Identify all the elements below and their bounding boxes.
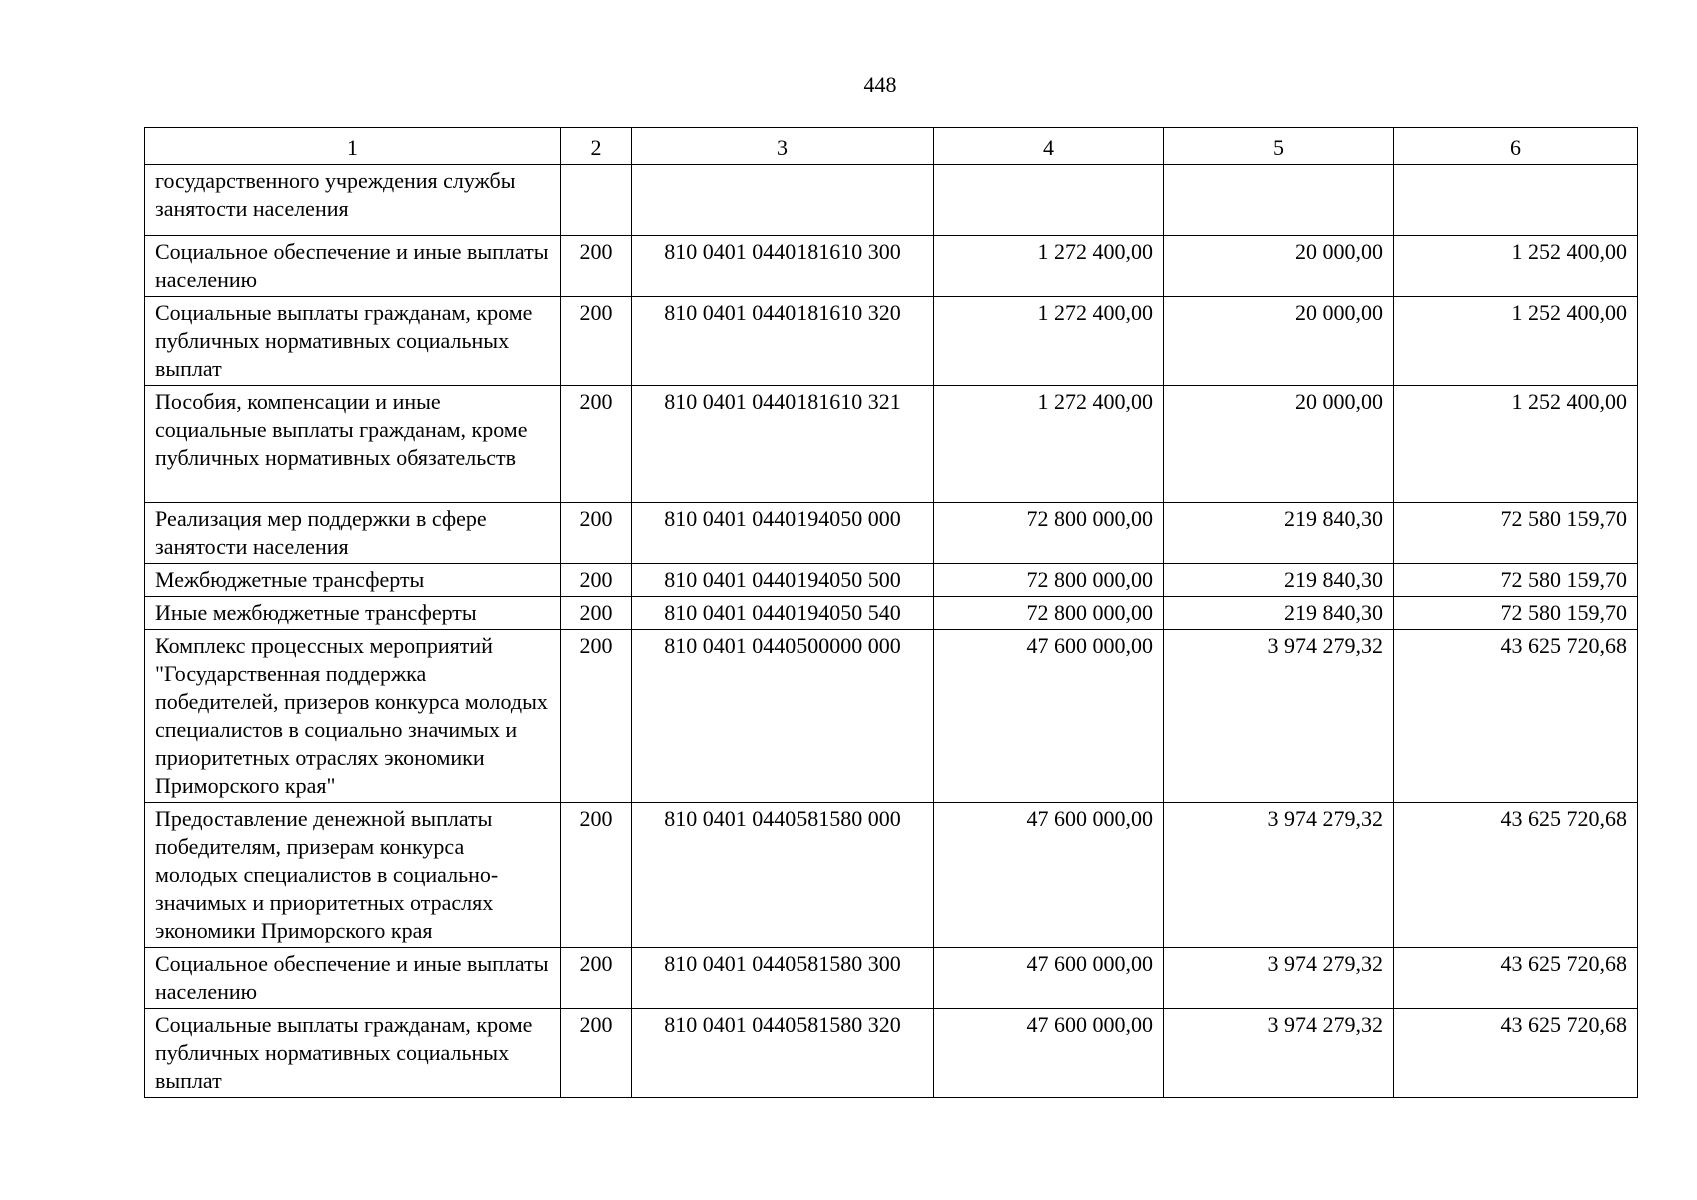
row-kbk-cell: 810 0401 0440194050 000 — [632, 503, 934, 564]
row-remaining-cell: 1 252 400,00 — [1394, 236, 1638, 297]
row-executed-cell: 3 974 279,32 — [1164, 630, 1394, 803]
page-number: 448 — [863, 72, 897, 97]
row-remaining-cell: 43 625 720,68 — [1394, 1009, 1638, 1098]
row-approved-cell: 47 600 000,00 — [934, 1009, 1164, 1098]
row-remaining-cell: 43 625 720,68 — [1394, 803, 1638, 948]
table-row — [145, 236, 1638, 297]
col-header-1: 1 — [145, 128, 561, 165]
table-row — [145, 564, 1638, 597]
table-row — [145, 297, 1638, 386]
row-kbk-cell: 810 0401 0440500000 000 — [632, 630, 934, 803]
row-name-cell: Социальные выплаты гражданам, кроме публичных нормативных социальных выплат — [145, 297, 561, 386]
table-row — [145, 597, 1638, 630]
row-name-cell: Иные межбюджетные трансферты — [145, 597, 561, 630]
row-code-cell: 200 — [561, 630, 632, 803]
row-executed-cell — [1164, 165, 1394, 236]
row-kbk-cell: 810 0401 0440194050 500 — [632, 564, 934, 597]
col-header-6: 6 — [1394, 128, 1638, 165]
row-approved-cell: 47 600 000,00 — [934, 630, 1164, 803]
row-code-cell: 200 — [561, 297, 632, 386]
row-name-cell: государственного учреждения службы занятости населения — [145, 165, 561, 236]
row-approved-cell: 47 600 000,00 — [934, 948, 1164, 1009]
row-remaining-cell: 1 252 400,00 — [1394, 297, 1638, 386]
row-code-cell: 200 — [561, 564, 632, 597]
row-executed-cell: 219 840,30 — [1164, 597, 1394, 630]
table-row — [145, 1009, 1638, 1098]
row-code-cell — [561, 165, 632, 236]
table-row — [145, 503, 1638, 564]
col-header-2: 2 — [561, 128, 632, 165]
row-executed-cell: 3 974 279,32 — [1164, 1009, 1394, 1098]
row-kbk-cell: 810 0401 0440194050 540 — [632, 597, 934, 630]
row-executed-cell: 219 840,30 — [1164, 503, 1394, 564]
row-approved-cell: 1 272 400,00 — [934, 386, 1164, 503]
row-code-cell: 200 — [561, 948, 632, 1009]
row-name-cell: Предоставление денежной выплаты победителям, призерам конкурса молодых специалистов в социально-значимых и приоритетных отраслях экономики Приморского края — [145, 803, 561, 948]
row-approved-cell: 1 272 400,00 — [934, 236, 1164, 297]
row-remaining-cell: 43 625 720,68 — [1394, 630, 1638, 803]
row-approved-cell: 72 800 000,00 — [934, 564, 1164, 597]
table-row — [145, 803, 1638, 948]
row-approved-cell: 1 272 400,00 — [934, 297, 1164, 386]
row-remaining-cell: 43 625 720,68 — [1394, 948, 1638, 1009]
row-executed-cell: 20 000,00 — [1164, 386, 1394, 503]
row-approved-cell: 72 800 000,00 — [934, 503, 1164, 564]
row-name-cell: Комплекс процессных мероприятий "Государственная поддержка победителей, призеров конкурса молодых специалистов в социально значимых и приоритетных отраслях экономики Приморского края" — [145, 630, 561, 803]
row-code-cell: 200 — [561, 386, 632, 503]
table-row — [145, 386, 1638, 503]
row-code-cell: 200 — [561, 803, 632, 948]
header-row — [145, 128, 1638, 165]
row-name-cell: Реализация мер поддержки в сфере занятости населения — [145, 503, 561, 564]
row-remaining-cell — [1394, 165, 1638, 236]
row-approved-cell: 72 800 000,00 — [934, 597, 1164, 630]
row-kbk-cell: 810 0401 0440181610 320 — [632, 297, 934, 386]
row-kbk-cell: 810 0401 0440581580 000 — [632, 803, 934, 948]
row-code-cell: 200 — [561, 1009, 632, 1098]
row-remaining-cell: 72 580 159,70 — [1394, 564, 1638, 597]
row-approved-cell — [934, 165, 1164, 236]
row-kbk-cell: 810 0401 0440181610 321 — [632, 386, 934, 503]
row-kbk-cell: 810 0401 0440181610 300 — [632, 236, 934, 297]
col-header-4: 4 — [934, 128, 1164, 165]
table-row — [145, 630, 1638, 803]
row-name-cell: Социальные выплаты гражданам, кроме публичных нормативных социальных выплат — [145, 1009, 561, 1098]
row-executed-cell: 20 000,00 — [1164, 297, 1394, 386]
row-kbk-cell: 810 0401 0440581580 300 — [632, 948, 934, 1009]
row-remaining-cell: 1 252 400,00 — [1394, 386, 1638, 503]
budget-table — [144, 127, 1638, 1098]
row-kbk-cell — [632, 165, 934, 236]
table-row — [145, 948, 1638, 1009]
row-name-cell: Социальное обеспечение и иные выплаты населению — [145, 948, 561, 1009]
row-remaining-cell: 72 580 159,70 — [1394, 597, 1638, 630]
row-code-cell: 200 — [561, 597, 632, 630]
row-executed-cell: 3 974 279,32 — [1164, 948, 1394, 1009]
row-code-cell: 200 — [561, 236, 632, 297]
row-code-cell: 200 — [561, 503, 632, 564]
row-approved-cell: 47 600 000,00 — [934, 803, 1164, 948]
row-executed-cell: 3 974 279,32 — [1164, 803, 1394, 948]
col-header-3: 3 — [632, 128, 934, 165]
row-executed-cell: 20 000,00 — [1164, 236, 1394, 297]
col-header-5: 5 — [1164, 128, 1394, 165]
row-executed-cell: 219 840,30 — [1164, 564, 1394, 597]
row-name-cell: Пособия, компенсации и иные социальные выплаты гражданам, кроме публичных нормативных обязательств — [145, 386, 561, 503]
table-row — [145, 165, 1638, 236]
row-name-cell: Социальное обеспечение и иные выплаты населению — [145, 236, 561, 297]
row-kbk-cell: 810 0401 0440581580 320 — [632, 1009, 934, 1098]
row-name-cell: Межбюджетные трансферты — [145, 564, 561, 597]
row-remaining-cell: 72 580 159,70 — [1394, 503, 1638, 564]
